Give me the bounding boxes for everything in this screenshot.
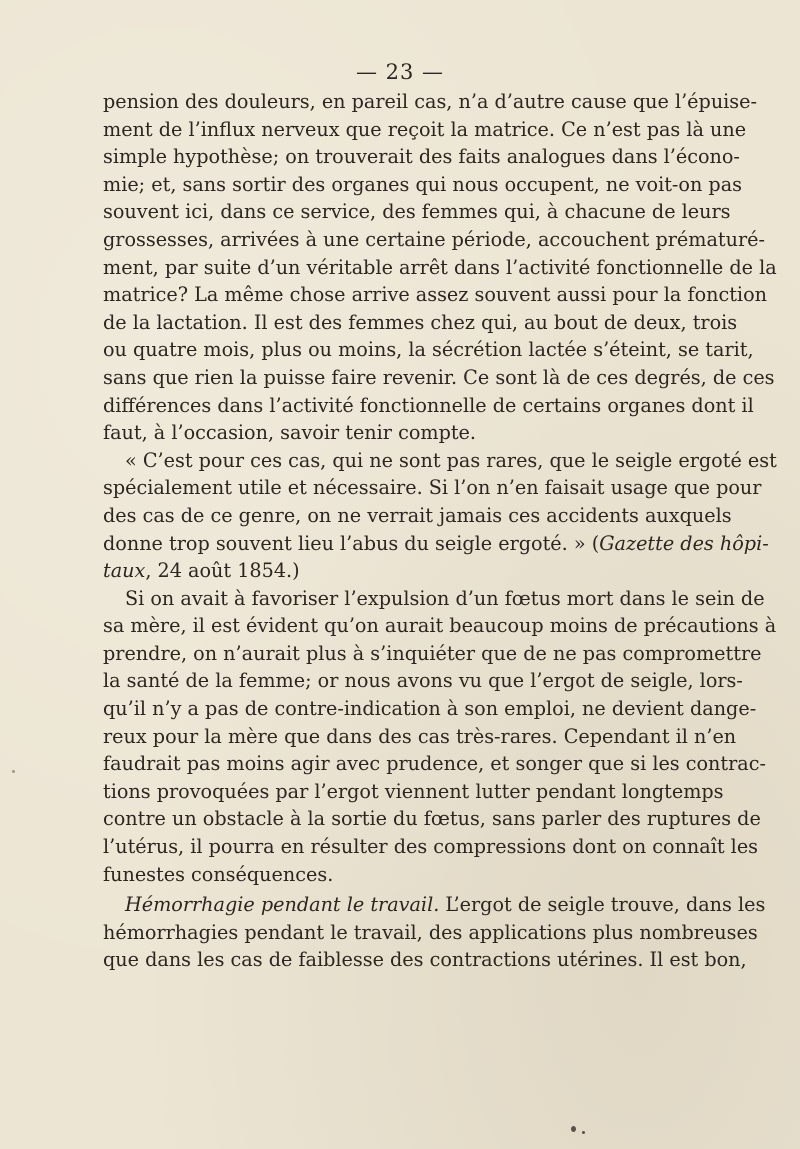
page-number: — 23 — [355,60,445,84]
text-line: simple hypothèse; on trouverait des faits analogues dans l’écono- [103,145,740,169]
quote-line [103,530,769,558]
ink-speck [12,770,15,773]
quote-text: donne trop souvent lieu l’abus du seigle ergoté. » ( [103,531,600,555]
text-line: différences dans l’activité fonctionnelle de certains organes dont il [103,393,754,417]
text-line: tions provoquées par l’ergot viennent lutter pendant longtemps [103,779,724,803]
text-line: mie; et, sans sortir des organes qui nous occupent, ne voit-on pas [103,172,742,196]
section-heading: Hémorrhagie pendant le travail. [125,893,440,916]
text-line: grossesses, arrivées à une certaine période, accouchent prématuré- [103,227,765,251]
text-line: que dans les cas de faiblesse des contractions utérines. Il est bon, [103,948,747,972]
text-line: souvent ici, dans ce service, des femmes qui, à chacune de leurs [103,200,731,224]
ink-speck [571,1126,576,1132]
text-line: qu’il n’y a pas de contre-indication à son emploi, ne devient dange- [103,697,757,721]
citation-date: , 24 août 1854.) [145,559,300,583]
text-line: pension des douleurs, en pareil cas, n’a d’autre cause que l’épuise- [103,90,757,113]
text-line: funestes conséquences. [103,862,334,886]
text-line: hémorrhagies pendant le travail, des applications plus nombreuses [103,920,758,944]
citation-source: Gazette des hôpi- [599,531,769,555]
text-line: contre un obstacle à la sortie du fœtus, sans parler des ruptures de [103,807,761,831]
text-line: Si on avait à favoriser l’expulsion d’un fœtus mort dans le sein de [125,586,765,610]
section-text-start: L’ergot de seigle trouve, dans les [439,893,766,916]
text-line: sa mère, il est évident qu’on aurait beaucoup moins de précautions à [103,614,777,638]
section-first-line [103,891,766,919]
text-line: reux pour la mère que dans des cas très-rares. Cependant il n’en [103,724,737,748]
section-text [103,891,766,974]
quote-line: spécialement utile et nécessaire. Si l’on n’en faisait usage que pour [103,476,762,500]
text-line: ment, par suite d’un véritable arrêt dans l’activité fonctionnelle de la [103,255,777,279]
text-line: matrice? La même chose arrive assez souvent aussi pour la fonction [103,283,767,307]
text-line: ment de l’influx nerveux que reçoit la matrice. Ce n’est pas là une [103,117,747,141]
body-text [103,88,777,888]
quote-line [103,557,705,585]
text-line: prendre, on n’aurait plus à s’inquiéter que de ne pas compromettre [103,641,762,665]
text-line: la santé de la femme; or nous avons vu que l’ergot de seigle, lors- [103,669,743,693]
text-line: l’utérus, il pourra en résulter des compressions dont on connaît les [103,835,759,859]
text-line: de la lactation. Il est des femmes chez qui, au bout de deux, trois [103,310,738,334]
quote-line: « C’est pour ces cas, qui ne sont pas rares, que le seigle ergoté est [125,448,777,472]
text-line: sans que rien la puisse faire revenir. Ce sont là de ces degrés, de ces [103,365,775,389]
text-line: faudrait pas moins agir avec prudence, et songer que si les contrac- [103,752,766,776]
text-line: ou quatre mois, plus ou moins, la sécrétion lactée s’éteint, se tarit, [103,338,754,362]
quote-line: des cas de ce genre, on ne verrait jamais ces accidents auxquels [103,503,732,527]
ink-speck [582,1131,585,1134]
text-line: faut, à l’occasion, savoir tenir compte. [103,421,477,445]
citation-source-end: taux [103,559,146,583]
